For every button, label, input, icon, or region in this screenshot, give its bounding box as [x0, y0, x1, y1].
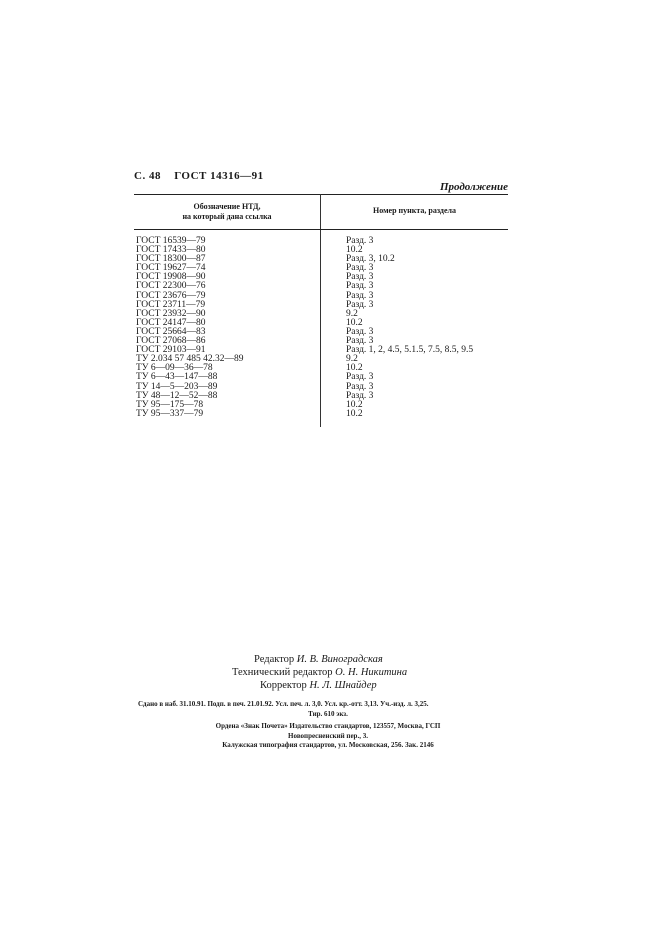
doc-cell: ТУ 14—5—203—89	[136, 381, 218, 392]
standard-number: ГОСТ 14316—91	[174, 170, 264, 182]
imprint-publisher: Ордена «Знак Почета» Издательство стандартов, 123557, Москва, ГСП	[215, 722, 441, 730]
doc-cell: ГОСТ 29103—91	[136, 345, 206, 356]
section-cell: Разд. 3	[346, 336, 374, 347]
doc-cell: ТУ 48—12—52—88	[136, 390, 218, 401]
section-cell: Разд. 3	[346, 281, 374, 292]
editor-name: И. В. Виноградская	[296, 654, 383, 665]
doc-cell: ГОСТ 19908—90	[136, 272, 206, 283]
section-cell: Разд. 3	[346, 299, 374, 310]
doc-cell: ГОСТ 27068—86	[136, 336, 206, 347]
doc-cell: ГОСТ 22300—76	[136, 281, 206, 292]
section-cell: Разд. 3	[346, 272, 374, 283]
proofreader-name: Н. Л. Шнайдер	[309, 680, 377, 691]
table-header-rule	[134, 229, 508, 230]
table-row	[134, 410, 508, 419]
doc-cell: ГОСТ 24147—80	[136, 317, 206, 328]
doc-cell: ГОСТ 23932—90	[136, 308, 206, 319]
doc-cell: ТУ 2.034 57 485 42.32—89	[136, 354, 244, 365]
section-cell: 10.2	[346, 408, 363, 419]
section-cell: 10.2	[346, 363, 363, 374]
section-cell: Разд. 3	[346, 326, 374, 337]
doc-cell: ГОСТ 23676—79	[136, 290, 206, 301]
continuation-label: Продолжение	[439, 181, 508, 193]
section-cell: Разд. 3	[346, 381, 374, 392]
imprint-address: Новопресненский пер., 3.	[288, 731, 368, 740]
section-cell: Разд. 3	[346, 236, 374, 246]
doc-cell: ТУ 6—43—147—88	[136, 372, 218, 383]
doc-cell: ГОСТ 23711—79	[136, 299, 206, 310]
tech-editor-name: О. Н. Никитина	[335, 667, 408, 678]
proofreader-role: Корректор	[260, 680, 307, 691]
doc-cell: ТУ 6—09—36—78	[136, 363, 213, 374]
section-cell: Разд. 3	[346, 372, 374, 383]
column-header-document-line1: Обозначение НТД,	[193, 202, 261, 211]
imprint-block	[138, 700, 518, 751]
doc-cell: ГОСТ 17433—80	[136, 245, 206, 256]
tech-editor-role: Технический редактор	[232, 667, 333, 678]
section-cell: Разд. 1, 2, 4.5, 5.1.5, 7.5, 8.5, 9.5	[346, 345, 474, 356]
imprint-printer: Калужская типография стандартов, ул. Московская, 256. Зак. 2146	[222, 741, 434, 749]
doc-cell: ГОСТ 25664—83	[136, 326, 206, 337]
doc-cell: ГОСТ 18300—87	[136, 254, 206, 265]
section-cell: Разд. 3	[346, 290, 374, 301]
doc-cell: ГОСТ 19627—74	[136, 263, 206, 274]
section-cell: 10.2	[346, 245, 363, 256]
editor-role: Редактор	[254, 654, 295, 665]
tech-editor-credit	[232, 666, 407, 679]
proofreader-credit	[260, 679, 377, 692]
section-cell: Разд. 3	[346, 390, 374, 401]
section-cell: 10.2	[346, 317, 363, 328]
column-header-document-line2: на который дана ссылка	[182, 212, 272, 221]
doc-cell: ТУ 95—175—78	[136, 399, 204, 410]
page-label: С. 48	[134, 170, 161, 182]
column-header-section: Номер пункта, раздела	[373, 206, 456, 215]
doc-cell: ТУ 95—337—79	[136, 408, 204, 419]
imprint-run: Тир. 610 экз.	[308, 709, 348, 718]
running-header	[134, 170, 274, 182]
column-header-document	[134, 202, 320, 222]
imprint-print-info: Сдано в наб. 31.10.91. Подп. в печ. 21.01.92. Усл. печ. л. 3,0. Усл. кр.-отт. 3,13. Уч.-изд. л. 3,25.	[138, 700, 429, 708]
doc-cell: ГОСТ 16539—79	[136, 236, 206, 246]
section-cell: Разд. 3	[346, 263, 374, 274]
table-body	[134, 237, 508, 419]
section-cell: 10.2	[346, 399, 363, 410]
editor-credit	[254, 653, 383, 666]
section-cell: Разд. 3, 10.2	[346, 254, 395, 265]
section-cell: 9.2	[346, 354, 358, 365]
section-cell: 9.2	[346, 308, 358, 319]
table-top-rule	[134, 194, 508, 195]
